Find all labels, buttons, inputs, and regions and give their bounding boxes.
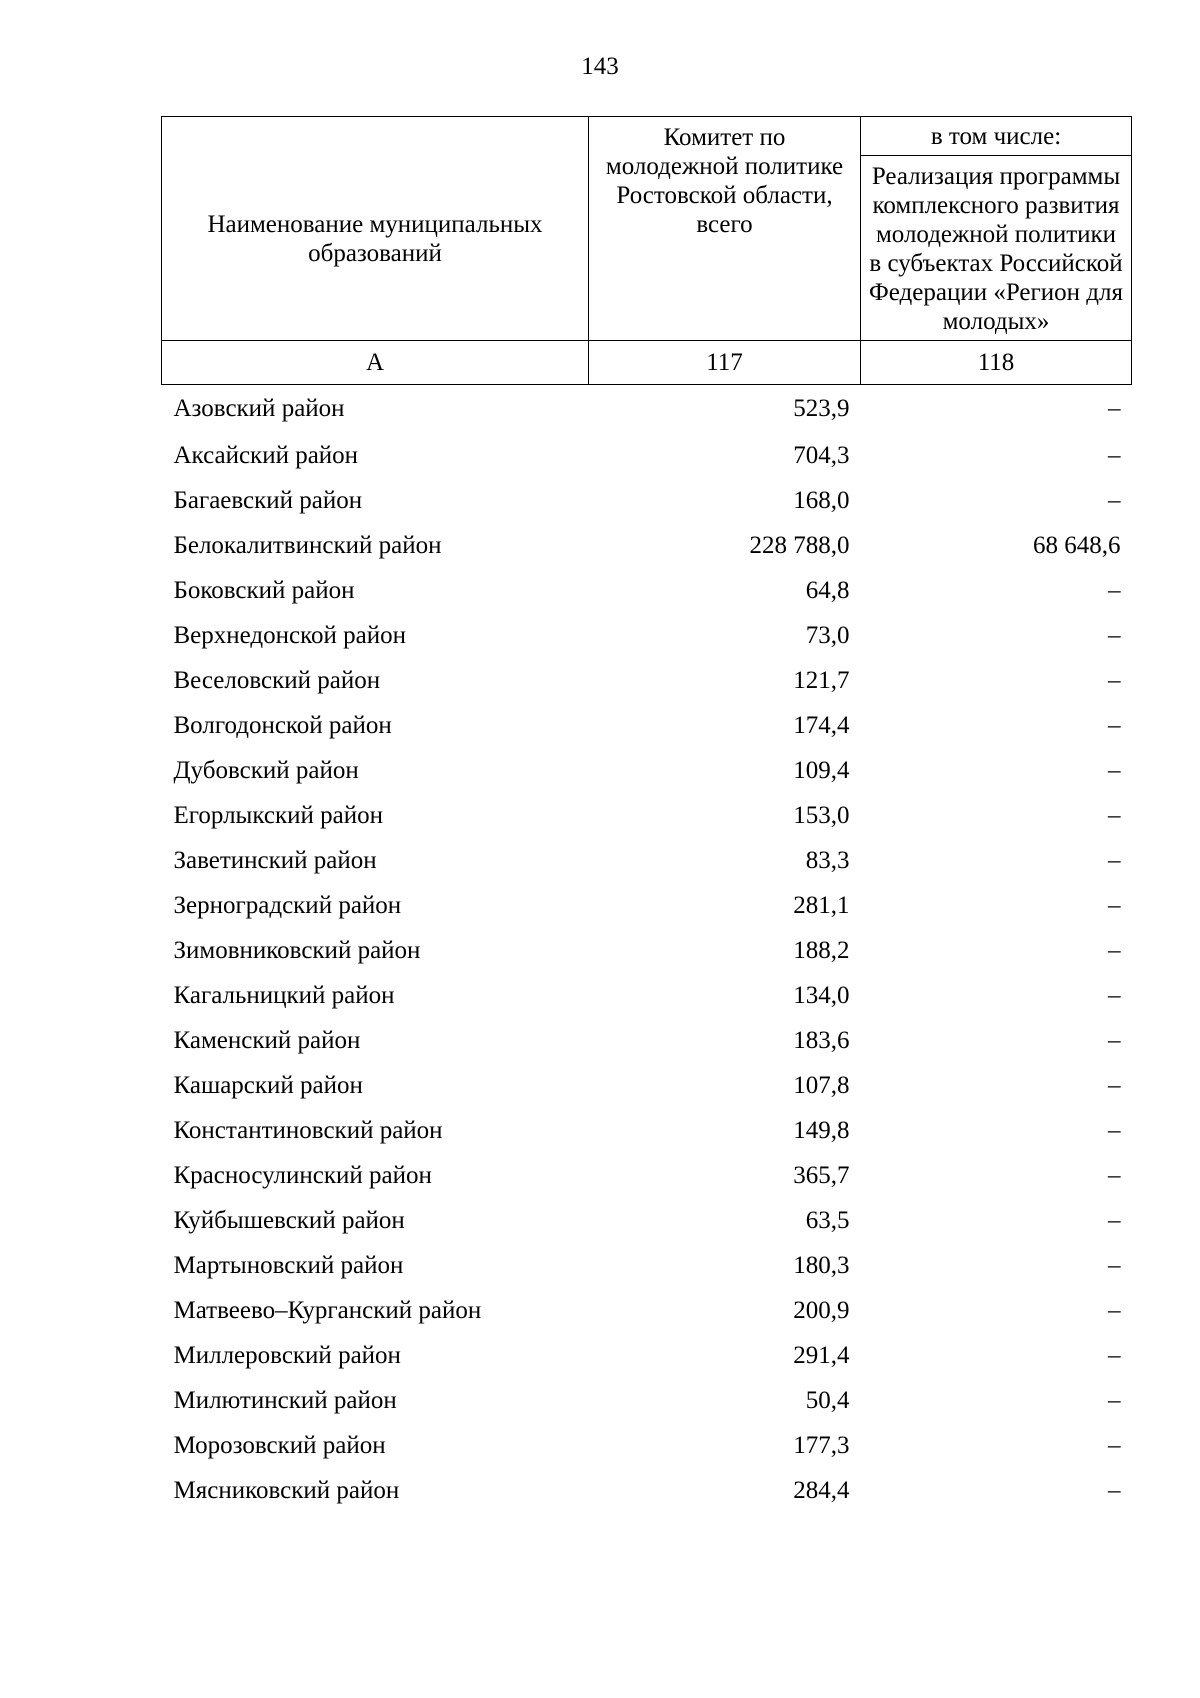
total-value: 83,3 [805, 846, 850, 874]
municipality-name: Веселовский район [173, 666, 381, 694]
total-value: 153,0 [793, 801, 850, 829]
total-value: 149,8 [793, 1116, 850, 1144]
program-value: – [1108, 846, 1121, 874]
table-row [162, 523, 1132, 568]
program-value: – [1108, 756, 1121, 784]
municipality-name: Каменский район [173, 1026, 361, 1054]
column-number-row [162, 341, 1132, 385]
municipality-name: Милютинский район [173, 1386, 397, 1414]
program-value: – [1108, 801, 1121, 829]
total-value: 188,2 [793, 936, 850, 964]
municipality-name: Аксайский район [173, 441, 359, 469]
table-header [162, 117, 1132, 385]
column-number-program: 118 [861, 341, 1132, 385]
program-value: – [1108, 1431, 1121, 1459]
total-value: 183,6 [793, 1026, 850, 1054]
header-including: в том числе: [861, 117, 1132, 156]
total-value: 63,5 [805, 1206, 850, 1234]
budget-table [161, 116, 1132, 1513]
program-value: – [1108, 1071, 1121, 1099]
table-row [162, 928, 1132, 973]
page-number: 143 [581, 53, 619, 80]
header-program: Реализация программы комплексного развития молодежной политики в субъектах Российской Федерации «Регион для молодых» [861, 156, 1132, 341]
program-value: – [1108, 1161, 1121, 1189]
municipality-name: Зерноградский район [173, 891, 402, 919]
table-row [162, 1333, 1132, 1378]
table-row [162, 703, 1132, 748]
municipality-name: Матвеево–Курганский район [173, 1296, 482, 1324]
header-municipality: Наименование муниципальных образований [162, 117, 589, 341]
municipality-name: Кагальницкий район [173, 981, 395, 1009]
total-value: 107,8 [793, 1071, 850, 1099]
table-row [162, 658, 1132, 703]
total-value: 180,3 [793, 1251, 850, 1279]
municipality-name: Азовский район [173, 395, 345, 422]
total-value: 281,1 [793, 891, 850, 919]
table-row [162, 883, 1132, 928]
table-row [162, 568, 1132, 613]
header-total: Комитет по молодежной политике Ростовской области, всего [589, 117, 861, 341]
total-value: 365,7 [793, 1161, 850, 1189]
program-value: – [1108, 1206, 1121, 1234]
total-value: 704,3 [793, 441, 850, 469]
municipality-name: Егорлыкский район [173, 801, 383, 829]
total-value: 121,7 [793, 666, 850, 694]
table-row [162, 385, 1132, 434]
municipality-name: Кашарский район [173, 1071, 363, 1099]
program-value: – [1108, 936, 1121, 964]
municipality-name: Красносулинский район [173, 1161, 432, 1189]
total-value: 177,3 [793, 1431, 850, 1459]
municipality-name: Заветинский район [173, 846, 377, 874]
municipality-name: Боковский район [173, 576, 355, 604]
municipality-name: Константиновский район [173, 1116, 443, 1144]
program-value: – [1108, 1386, 1121, 1414]
total-value: 228 788,0 [749, 531, 850, 559]
program-value: – [1108, 1296, 1121, 1324]
table-row [162, 1153, 1132, 1198]
table-row [162, 793, 1132, 838]
program-value: – [1108, 1026, 1121, 1054]
table-row [162, 1108, 1132, 1153]
table-row [162, 1063, 1132, 1108]
table-row [162, 1468, 1132, 1513]
total-value: 168,0 [793, 486, 850, 514]
municipality-name: Мясниковский район [173, 1476, 400, 1504]
table-body [162, 385, 1132, 1514]
table-row [162, 478, 1132, 523]
municipality-name: Куйбышевский район [173, 1206, 405, 1234]
municipality-name: Волгодонской район [173, 711, 392, 739]
program-value: – [1108, 395, 1121, 422]
municipality-name: Зимовниковский район [173, 936, 421, 964]
table-row [162, 748, 1132, 793]
program-value: – [1108, 1251, 1121, 1279]
table-row [162, 433, 1132, 478]
table-row [162, 838, 1132, 883]
total-value: 109,4 [793, 756, 850, 784]
program-value: – [1108, 711, 1121, 739]
table-row [162, 1018, 1132, 1063]
column-number-name: А [162, 341, 589, 385]
municipality-name: Морозовский район [173, 1431, 386, 1459]
total-value: 50,4 [805, 1386, 850, 1414]
program-value: – [1108, 981, 1121, 1009]
table-row [162, 1243, 1132, 1288]
municipality-name: Мартыновский район [173, 1251, 404, 1279]
program-value: – [1108, 666, 1121, 694]
total-value: 64,8 [805, 576, 850, 604]
table-row [162, 973, 1132, 1018]
program-value: – [1108, 1476, 1121, 1504]
program-value: – [1108, 621, 1121, 649]
program-value: – [1108, 576, 1121, 604]
municipality-name: Дубовский район [173, 756, 359, 784]
municipality-name: Белокалитвинский район [173, 531, 442, 559]
program-value: – [1108, 1116, 1121, 1144]
program-value: – [1108, 486, 1121, 514]
total-value: 291,4 [793, 1341, 850, 1369]
total-value: 134,0 [793, 981, 850, 1009]
column-number-total: 117 [589, 341, 861, 385]
program-value: – [1108, 891, 1121, 919]
table-row [162, 1423, 1132, 1468]
municipality-name: Миллеровский район [173, 1341, 401, 1369]
table-row [162, 1288, 1132, 1333]
program-value: – [1108, 441, 1121, 469]
program-value: – [1108, 1341, 1121, 1369]
table-row [162, 1198, 1132, 1243]
total-value: 174,4 [793, 711, 850, 739]
municipality-name: Багаевский район [173, 486, 363, 514]
total-value: 73,0 [805, 621, 850, 649]
total-value: 200,9 [793, 1296, 850, 1324]
table-row [162, 1378, 1132, 1423]
program-value: 68 648,6 [1033, 531, 1121, 559]
total-value: 523,9 [793, 395, 850, 422]
table-row [162, 613, 1132, 658]
total-value: 284,4 [793, 1476, 850, 1504]
municipality-name: Верхнедонской район [173, 621, 406, 649]
